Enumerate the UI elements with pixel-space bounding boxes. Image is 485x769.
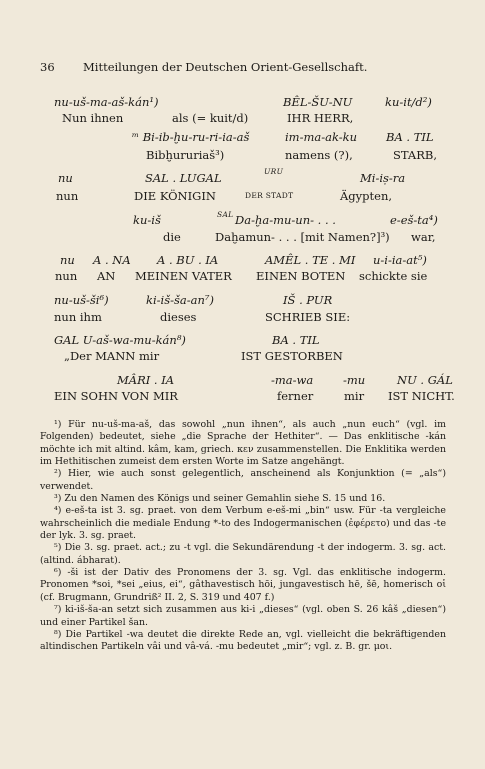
translation-word: Daḫamun- . . . [mit Namen?]³) <box>215 230 390 244</box>
transliteration-word: BÊL-ŠU-NU <box>283 95 353 109</box>
transliteration-word: A . NA <box>93 253 131 267</box>
transliteration-word: A . BU . IA <box>157 253 219 267</box>
transliteration-word: nu-uš-ma-aš-kán¹) <box>54 95 159 109</box>
translation-word: namens (?), <box>285 148 353 162</box>
footnote: ⁴) e-eš-ta ist 3. sg. praet. von dem Verbum e-eš-mi „bin“ usw. Für -ta vergleiche wahrscheinlich die mediale Endung *-to des Indogermanischen (ἐφέρετο) und das -te der lyk. 3. sg. praet. <box>40 505 446 542</box>
footnote: ⁸) Die Partikel -wa deutet die direkte Rede an, vgl. vielleicht die bekräftigenden altindischen Partikeln vâi und vâ-vá. -mu bedeutet „mir“; vgl. z. B. gr. μοι. <box>40 628 446 653</box>
footnote: ¹) Für nu-uš-ma-aš, das sowohl „nun ihnen“, als auch „nun euch“ (vgl. im Folgenden) bedeutet, siehe „die Sprache der Hethiter“. — Das enklitische -kán möchte ich mit altind. kâm, kam, griech. κεν zusammenstellen. Die Enklitika werden im Hethitischen zumeist dem ersten Worte im Satze angehängt. <box>40 419 446 468</box>
translation-word: ferner <box>277 389 314 403</box>
translation-word: „Der MANN mir <box>64 349 160 363</box>
translation-word: AN <box>97 269 116 283</box>
translation-word: nun <box>56 189 79 203</box>
determinative: SAL <box>217 210 234 219</box>
transliteration-word: ku-iš <box>133 213 161 227</box>
translation-word: STARB, <box>393 148 437 162</box>
footnote: ⁵) Die 3. sg. praet. act.; zu -t vgl. die Sekundärendung -t der indogerm. 3. sg. act. (altind. ábharat). <box>40 542 446 566</box>
determinative-translation: DER STADT <box>245 191 294 200</box>
transliteration-word: IŠ . PUR <box>283 293 333 307</box>
page-number: 36 <box>40 60 55 74</box>
translation-word: schickte sie <box>359 269 428 283</box>
determinative: URU <box>264 167 284 176</box>
translation-word: IHR HERR, <box>287 111 354 125</box>
translation-word: war, <box>411 230 436 244</box>
transliteration-word: Mi-iṣ-ra <box>360 171 406 185</box>
footnote: ⁶) -ši ist der Dativ des Pronomens der 3. sg. Vgl. das enklitische indogerm. Pronomen *soi, *sei „eius, ei“, gâthavestisch hōi, jungavestisch hē, šē, homerisch οἱ (cf. Brugmann, Grundriß² II. 2, S. 319 und 407 f.) <box>40 567 446 603</box>
translation-word: Bibḫururiaš³) <box>146 148 225 162</box>
transliteration-word: ᵐ Bi-ib-ḫu-ru-ri-ia-aš <box>132 130 250 144</box>
translation-word: IST NICHT. <box>388 389 455 403</box>
transliteration-word: -mu <box>343 373 366 387</box>
translation-word: dieses <box>160 310 197 324</box>
transliteration-word: NU . GÁL <box>397 373 453 387</box>
transliteration-word: ki-iš-ša-an⁷) <box>146 293 215 307</box>
transliteration-word: BA . TIL <box>272 333 320 347</box>
transliteration-word: u-i-ia-at⁵) <box>373 253 427 267</box>
transliteration-word: GAL U-aš-wa-mu-kán⁸) <box>54 333 186 347</box>
transliteration-word: SAL . LUGAL <box>145 171 222 185</box>
translation-word: IST GESTORBEN <box>241 349 343 363</box>
transliteration-word: im-ma-ak-ku <box>285 130 357 144</box>
translation-word: mir <box>344 389 365 403</box>
footnote: ³) Zu den Namen des Königs und seiner Gemahlin siehe S. 15 und 16. <box>54 493 386 505</box>
transliteration-word: MÂRI . IA <box>117 373 175 387</box>
transliteration-word: ku-it/d²) <box>385 95 432 109</box>
translation-word: EINEN BOTEN <box>256 269 346 283</box>
transliteration-word: nu <box>60 253 75 267</box>
footnote: ²) Hier, wie auch sonst gelegentlich, anscheinend als Konjunktion (= „als“) verwendet. <box>40 468 446 492</box>
translation-word: nun <box>55 269 78 283</box>
transliteration-word: nu <box>58 171 73 185</box>
running-title: Mitteilungen der Deutschen Orient-Gesellschaft. <box>83 60 368 74</box>
translation-word: Ägypten, <box>340 189 393 203</box>
translation-word: nun ihm <box>54 310 102 324</box>
translation-word: DIE KÖNIGIN <box>134 189 216 203</box>
translation-word: SCHRIEB SIE: <box>265 310 351 324</box>
transliteration-word: e-eš-ta⁴) <box>390 213 438 227</box>
translation-word: MEINEN VATER <box>135 269 232 283</box>
transliteration-word: nu-uš-ši⁶) <box>54 293 109 307</box>
footnotes <box>40 419 446 654</box>
transliteration-word: -ma-wa <box>271 373 314 387</box>
translation-word: Nun ihnen <box>62 111 124 125</box>
translation-word: als (= kuit/d) <box>172 111 249 125</box>
footnote: ⁷) ki-iš-ša-an setzt sich zusammen aus ki-i „dieses“ (vgl. oben S. 26 kâš „diesen“) und einer Partikel šan. <box>40 604 446 628</box>
translation-word: die <box>163 230 181 244</box>
transliteration-word: AMÊL . TE . MI <box>265 253 356 267</box>
transliteration-word: BA . TIL <box>386 130 434 144</box>
transliteration-word: Da-ḫa-mu-un- . . . <box>235 213 336 227</box>
translation-word: EIN SOHN VON MIR <box>54 389 178 403</box>
